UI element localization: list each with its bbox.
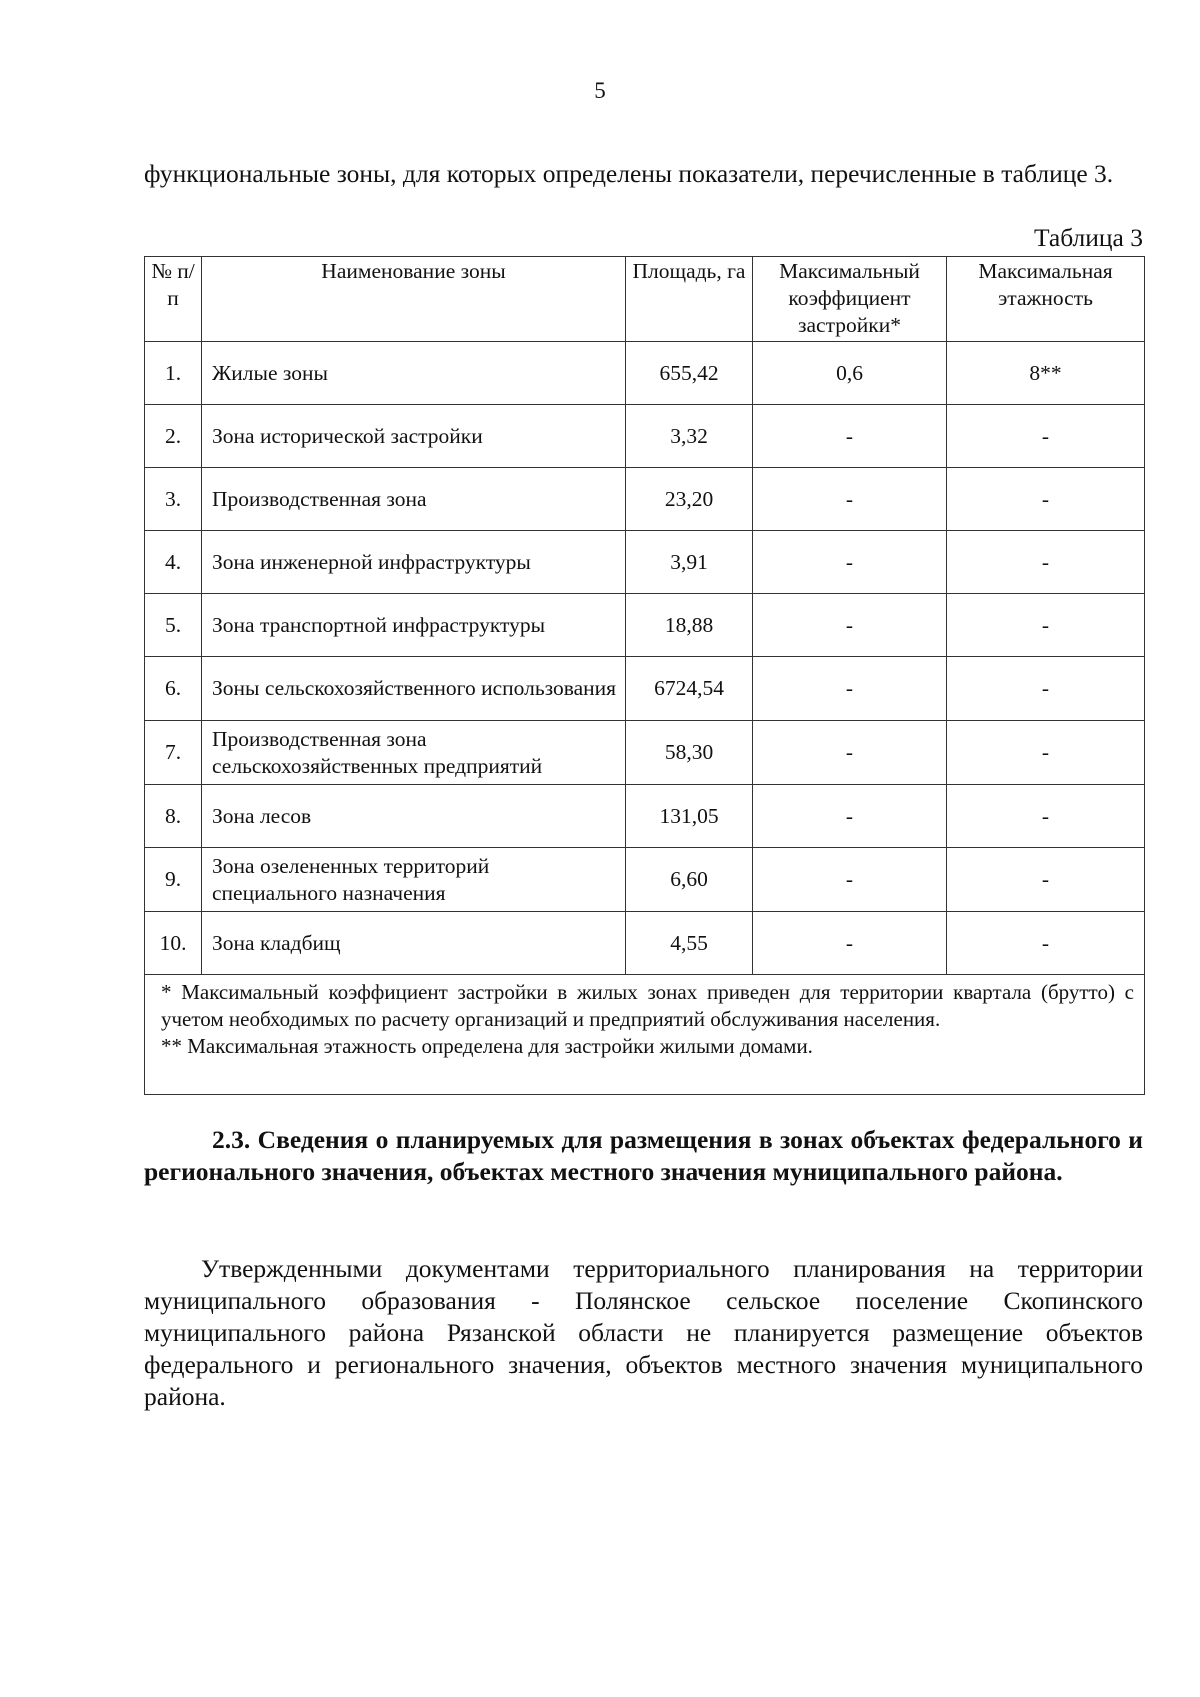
header-area: Площадь, га (626, 257, 753, 342)
row-floors: 8** (947, 342, 1145, 405)
row-floors: - (947, 912, 1145, 975)
table-notes-row (145, 975, 1145, 1095)
section-heading: 2.3. Сведения о планируемых для размещения в зонах объектах федерального и регионального значения, объектах местного значения муниципального района. (144, 1125, 1143, 1186)
row-coef: 0,6 (753, 342, 947, 405)
row-name: Зона лесов (202, 785, 626, 848)
table-row (145, 405, 1145, 468)
row-name: Производственная зона сельскохозяйственных предприятий (202, 721, 626, 785)
row-num: 7. (145, 721, 202, 785)
row-floors: - (947, 721, 1145, 785)
row-num: 9. (145, 848, 202, 912)
row-name: Зона транспортной инфраструктуры (202, 594, 626, 657)
table-row (145, 531, 1145, 594)
row-floors: - (947, 848, 1145, 912)
row-area: 6724,54 (626, 657, 753, 721)
table-row (145, 848, 1145, 912)
section-body: Утвержденными документами территориального планирования на территории муниципального образования - Полянское сельское поселение Скопинского муниципального района Рязанской области не планируется размещение объектов федерального и регионального значения, объектов местного значения муниципального района. (144, 1254, 1143, 1411)
row-name: Зоны сельскохозяйственного использования (202, 657, 626, 721)
row-floors: - (947, 468, 1145, 531)
row-name: Зона инженерной инфраструктуры (202, 531, 626, 594)
table-row (145, 468, 1145, 531)
zones-table (144, 256, 1145, 1095)
row-area: 3,32 (626, 405, 753, 468)
row-area: 3,91 (626, 531, 753, 594)
row-floors: - (947, 785, 1145, 848)
header-coef: Максимальный коэффициент застройки* (753, 257, 947, 342)
row-floors: - (947, 405, 1145, 468)
header-name: Наименование зоны (202, 257, 626, 342)
table-row (145, 912, 1145, 975)
row-name: Производственная зона (202, 468, 626, 531)
row-area: 58,30 (626, 721, 753, 785)
table-row (145, 342, 1145, 405)
page-number: 5 (594, 78, 606, 103)
table-row (145, 657, 1145, 721)
row-coef: - (753, 657, 947, 721)
row-num: 2. (145, 405, 202, 468)
row-name: Зона кладбищ (202, 912, 626, 975)
header-num: № п/п (145, 257, 202, 342)
row-coef: - (753, 468, 947, 531)
row-name: Зона озелененных территорий специального назначения (202, 848, 626, 912)
row-name: Зона исторической застройки (202, 405, 626, 468)
row-floors: - (947, 531, 1145, 594)
row-area: 131,05 (626, 785, 753, 848)
header-floors: Максимальная этажность (947, 257, 1145, 342)
row-num: 10. (145, 912, 202, 975)
table-row (145, 594, 1145, 657)
row-num: 5. (145, 594, 202, 657)
table-row (145, 785, 1145, 848)
row-num: 1. (145, 342, 202, 405)
table-header-row (145, 257, 1145, 342)
row-floors: - (947, 657, 1145, 721)
row-floors: - (947, 594, 1145, 657)
table-caption: Таблица 3 (1033, 223, 1143, 252)
row-coef: - (753, 848, 947, 912)
row-area: 6,60 (626, 848, 753, 912)
table-notes (145, 975, 1145, 1095)
row-coef: - (753, 721, 947, 785)
row-coef: - (753, 405, 947, 468)
intro-paragraph: функциональные зоны, для которых определены показатели, перечисленные в таблице 3. (144, 159, 1114, 188)
row-area: 4,55 (626, 912, 753, 975)
row-area: 23,20 (626, 468, 753, 531)
row-name: Жилые зоны (202, 342, 626, 405)
row-num: 3. (145, 468, 202, 531)
row-num: 4. (145, 531, 202, 594)
row-coef: - (753, 531, 947, 594)
row-area: 655,42 (626, 342, 753, 405)
row-coef: - (753, 912, 947, 975)
row-area: 18,88 (626, 594, 753, 657)
row-num: 8. (145, 785, 202, 848)
note-coef: * Максимальный коэффициент застройки в жилых зонах приведен для территории квартала (брутто) с учетом необходимых по расчету организаций и предприятий обслуживания населения. (161, 980, 1134, 1031)
note-floors: ** Максимальная этажность определена для застройки жилыми домами. (161, 1034, 813, 1058)
row-num: 6. (145, 657, 202, 721)
row-coef: - (753, 594, 947, 657)
table-row (145, 721, 1145, 785)
row-coef: - (753, 785, 947, 848)
